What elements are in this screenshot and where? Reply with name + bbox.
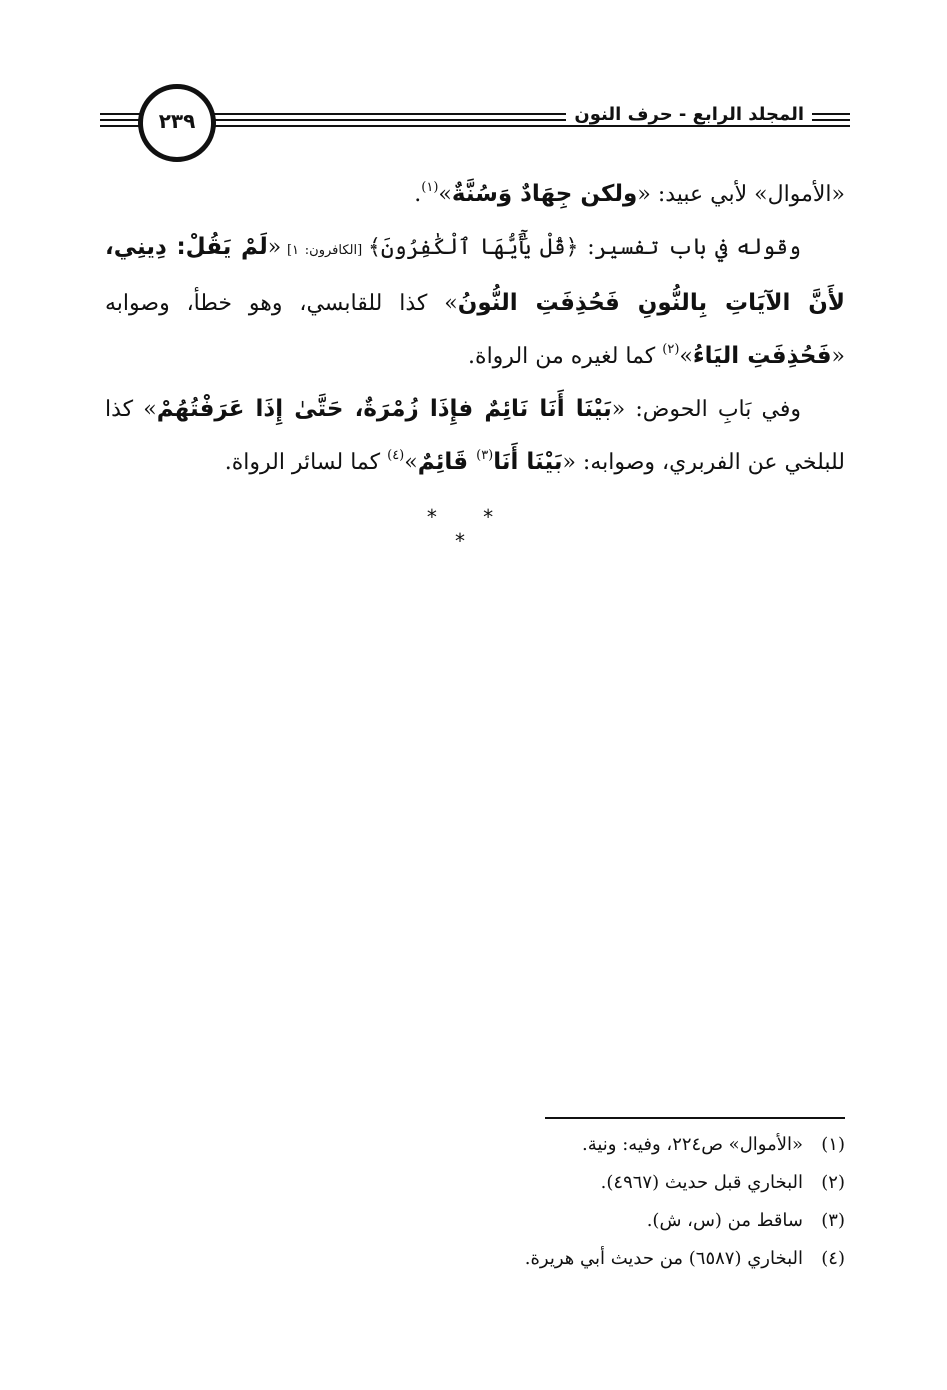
text-run: » كذا للقابسي، وهو خطأ، وصوابه « — [105, 291, 845, 369]
page-number-badge — [138, 84, 216, 162]
verse-reference: [الكافرون: ١] — [281, 243, 368, 258]
footnote-text: ساقط من (س، ش). — [646, 1210, 803, 1231]
text-run: وقوله في باب تفسير: — [578, 235, 801, 260]
quoted-text: بَيْنَا أَنَا — [493, 449, 563, 475]
footnote-item — [245, 1134, 845, 1172]
text-run: وفي بَابِ الحوض: « — [611, 397, 801, 422]
footnote-marker: (١) — [421, 180, 439, 195]
quoted-text: قَائِمٌ — [417, 449, 477, 475]
section-separator: * * * — [426, 505, 514, 553]
quoted-text: فَحُذِفَتِ اليَاءُ — [692, 343, 832, 369]
header-title: المجلد الرابع - حرف النون — [566, 104, 812, 125]
text-run: » كذا للبلخي عن الفربري، وصوابه: « — [105, 397, 845, 475]
footnote-number: (٣) — [821, 1210, 845, 1231]
running-header — [100, 80, 850, 166]
text-run: . — [414, 182, 422, 207]
footnote-marker: (٢) — [662, 342, 680, 357]
footnote-item — [245, 1210, 845, 1248]
footnote-text: البخاري قبل حديث (٤٩٦٧). — [600, 1172, 803, 1193]
footnote-text: «الأموال» ص٢٢٤، وفيه: ونية. — [581, 1134, 803, 1155]
quran-verse: ﴿قُلْ يَٰٓأَيُّهَا ٱلْكَٰفِرُونَ﴾ — [367, 235, 579, 260]
text-run: «الأموال» لأبي عبيد: « — [637, 182, 845, 207]
quoted-text: بَيْنَا أَنَا نَائِمٌ فإِذَا زُمْرَةٌ، حَتَّىٰ إِذَا عَرَفْتُهُمْ — [156, 396, 612, 422]
text-run: كما لسائر الرواة. — [224, 450, 388, 475]
text-run: » — [404, 450, 418, 475]
page-number: ٢٣٩ — [158, 109, 196, 133]
paragraph — [105, 221, 845, 383]
footnote-rule — [545, 1117, 845, 1119]
footnote-number: (٤) — [821, 1248, 845, 1269]
quoted-text: لَمْ يَقُلْ: دِينِي، لأَنَّ الآيَاتِ بِالنُّونِ فَحُذِفَتِ النُّونُ — [105, 234, 845, 316]
text-run: كما لغيره من الرواة. — [468, 344, 663, 369]
paragraph — [105, 168, 845, 221]
footnote-text: البخاري (٦٥٨٧) من حديث أبي هريرة. — [524, 1248, 803, 1269]
footnote-item — [245, 1172, 845, 1210]
footnote-marker: (٤) — [387, 448, 405, 463]
text-run: » — [438, 182, 452, 207]
footnote-number: (١) — [821, 1134, 845, 1155]
text-run: « — [267, 235, 282, 260]
footnote-number: (٢) — [821, 1172, 845, 1193]
footnote-item — [245, 1248, 845, 1286]
paragraph — [105, 383, 845, 489]
quoted-text: ولكن جِهَادٌ وَسُنَّةٌ — [451, 181, 638, 207]
footnote-marker: (٣) — [476, 448, 494, 463]
main-text — [105, 168, 845, 489]
text-run: » — [679, 344, 693, 369]
footnotes — [245, 1134, 845, 1286]
